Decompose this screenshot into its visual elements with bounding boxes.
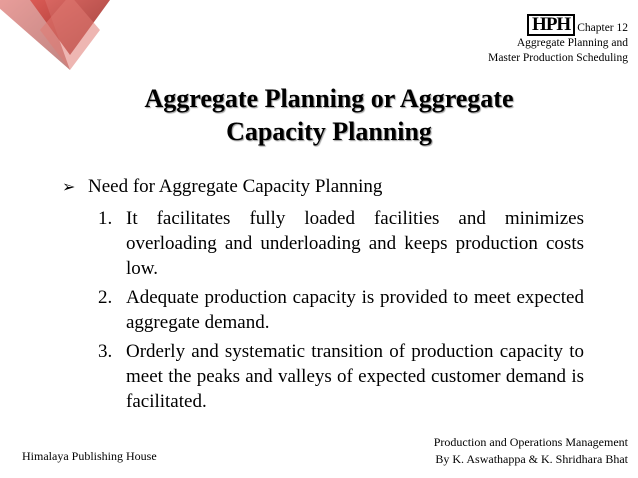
- arrow-bullet-icon: ➢: [62, 179, 76, 196]
- slide-title-line2: Capacity Planning: [226, 117, 432, 147]
- chapter-title-line2: Master Production Scheduling: [488, 51, 628, 64]
- chapter-label: Chapter 12: [577, 22, 628, 35]
- header-block: [428, 14, 628, 66]
- chapter-title-line1: Aggregate Planning and: [516, 37, 628, 49]
- book-footer: [434, 434, 628, 468]
- list-number: 2.: [98, 287, 113, 308]
- list-item: [98, 206, 584, 281]
- slide-title-line1: Aggregate Planning or Aggregate: [144, 84, 514, 113]
- publisher-footer: Himalaya Publishing House: [22, 449, 157, 463]
- list-text: Orderly and systematic transition of production capacity to meet the peaks and valleys of expected customer demand is facilitated.: [126, 341, 584, 412]
- decorative-diamonds: [0, 0, 140, 80]
- publisher-logo: HPH: [527, 14, 575, 36]
- bullet-text: Need for Aggregate Capacity Planning: [88, 176, 383, 197]
- book-authors: By K. Aswathappa & K. Shridhara Bhat: [435, 452, 628, 467]
- book-title: Production and Operations Management: [433, 435, 628, 450]
- list-number: 1.: [98, 208, 113, 229]
- bullet-point: [62, 174, 584, 200]
- numbered-list: [62, 206, 584, 414]
- slide-title: [40, 82, 618, 149]
- slide-content: [62, 174, 584, 418]
- list-text: It facilitates fully loaded facilities and minimizes overloading and underloading and keeps production costs low.: [126, 208, 584, 279]
- list-item: [98, 285, 584, 335]
- list-number: 3.: [98, 341, 113, 362]
- list-item: [98, 339, 584, 414]
- list-text: Adequate production capacity is provided to meet expected aggregate demand.: [126, 287, 584, 333]
